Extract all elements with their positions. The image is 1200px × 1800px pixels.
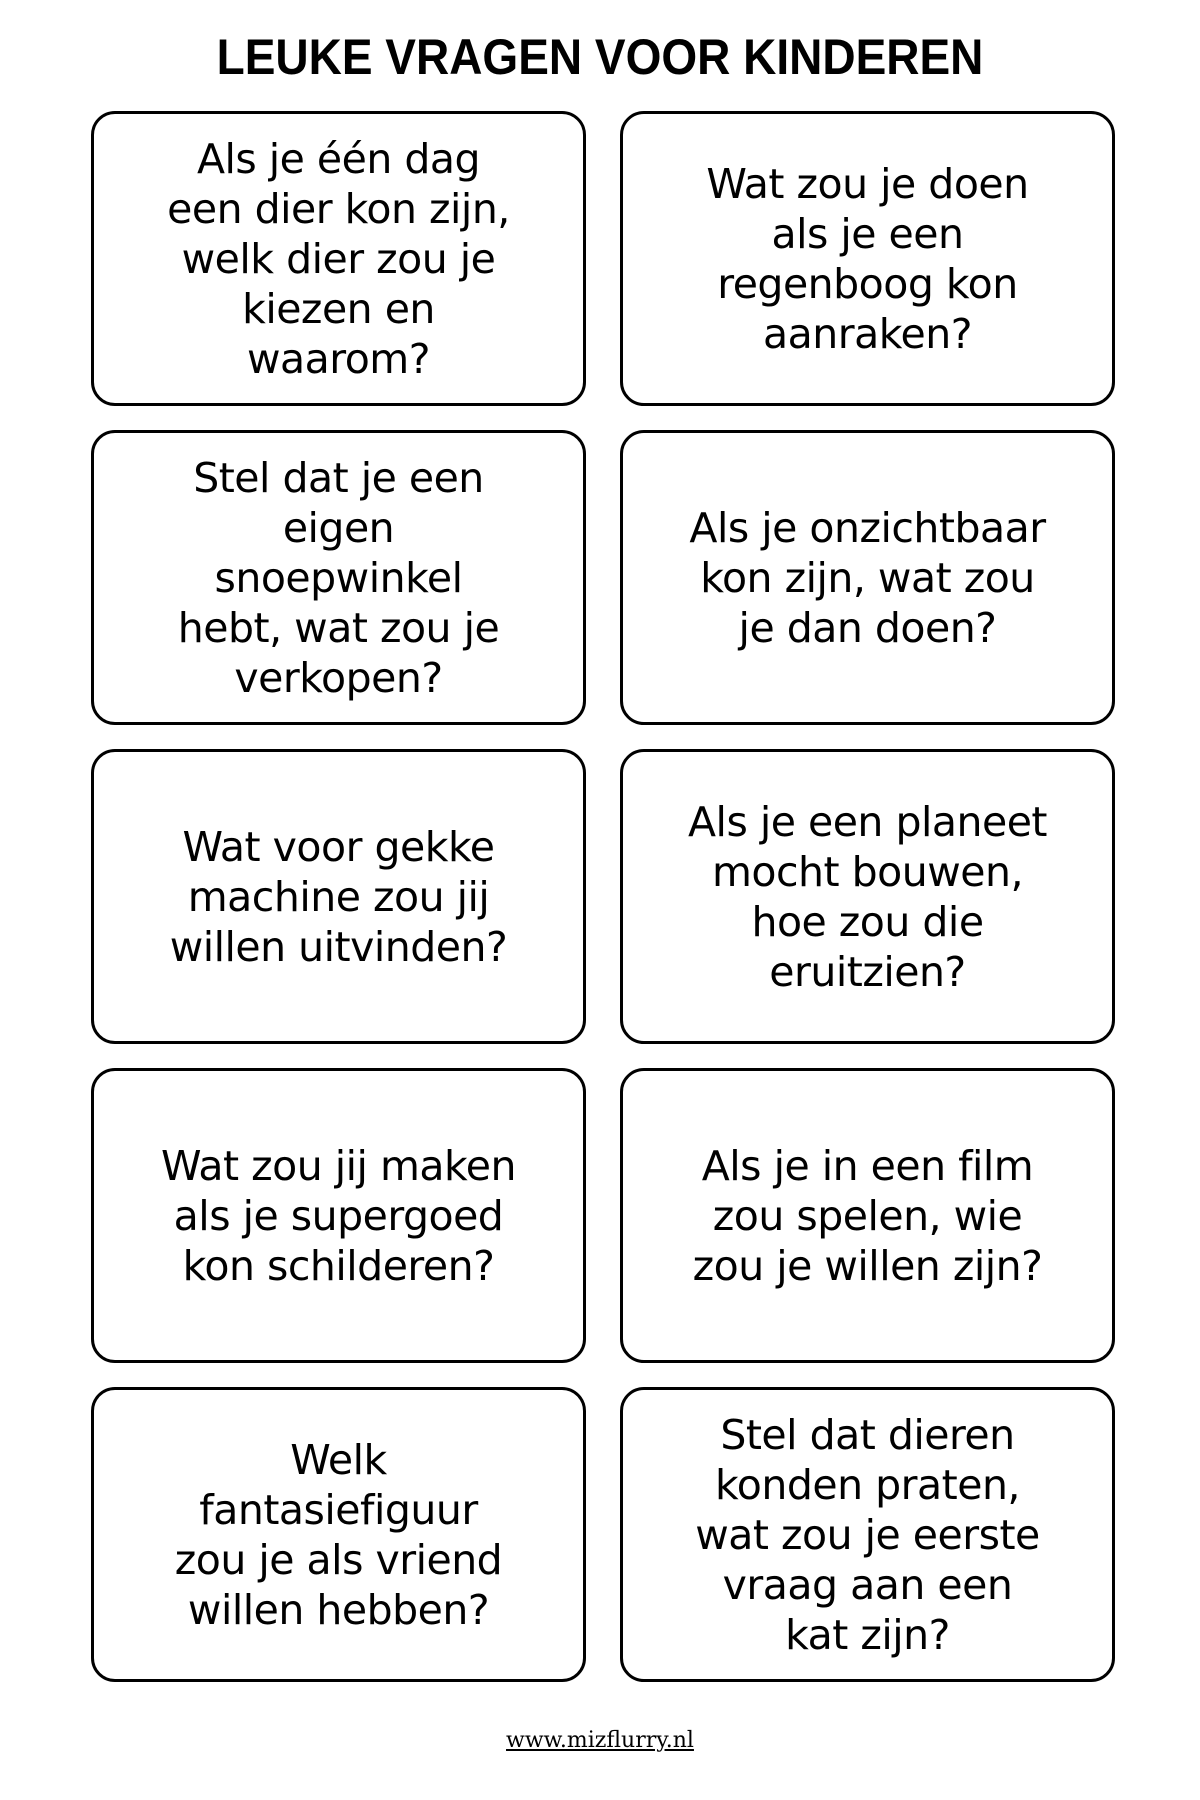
question-line: Als je een planeet (688, 797, 1047, 846)
question-card (91, 430, 586, 725)
question-line: Stel dat je een (193, 453, 484, 502)
question-card (620, 1387, 1115, 1682)
question-line: konden praten, (715, 1460, 1020, 1509)
question-line: eruitzien? (769, 947, 966, 996)
question-card (91, 749, 586, 1044)
question-line: zou je als vriend (174, 1535, 503, 1584)
question-line: Wat zou jij maken (160, 1141, 517, 1190)
question-line: snoepwinkel (214, 553, 463, 602)
question-line: waarom? (246, 334, 431, 383)
question-line: kiezen en (242, 284, 435, 333)
question-line: Wat voor gekke (182, 822, 495, 871)
question-line: wat zou je eerste (695, 1510, 1040, 1559)
question-line: willen uitvinden? (169, 922, 508, 971)
question-card (91, 1068, 586, 1363)
question-line: willen hebben? (187, 1585, 490, 1634)
question-cards-grid (91, 111, 1115, 1682)
question-card (91, 111, 586, 406)
question-card (91, 1387, 586, 1682)
question-line: Als je onzichtbaar (689, 503, 1046, 552)
question-line: aanraken? (763, 309, 972, 358)
question-line: een dier kon zijn, (167, 184, 510, 233)
page-title: LEUKE VRAGEN VOOR KINDEREN (216, 29, 984, 85)
question-line: Welk (290, 1435, 387, 1484)
question-card (620, 749, 1115, 1044)
question-line: mocht bouwen, (711, 847, 1024, 896)
question-card (620, 430, 1115, 725)
question-line: Stel dat dieren (720, 1410, 1015, 1459)
question-line: je dan doen? (738, 603, 997, 652)
question-line: machine zou jij (187, 872, 490, 921)
question-line: zou je willen zijn? (692, 1241, 1043, 1290)
website-link[interactable]: www.mizflurry.nl (506, 1728, 694, 1753)
question-card (620, 111, 1115, 406)
question-line: als je een (771, 209, 964, 258)
question-line: kat zijn? (785, 1610, 950, 1659)
question-line: fantasiefiguur (199, 1485, 478, 1534)
question-line: kon schilderen? (182, 1241, 495, 1290)
question-line: regenboog kon (717, 259, 1018, 308)
question-line: welk dier zou je (181, 234, 496, 283)
question-line: verkopen? (234, 653, 443, 702)
question-line: eigen (282, 503, 395, 552)
question-line: hebt, wat zou je (177, 603, 500, 652)
question-line: hoe zou die (751, 897, 984, 946)
question-line: vraag aan een (722, 1560, 1013, 1609)
question-line: zou spelen, wie (712, 1191, 1023, 1240)
question-line: als je supergoed (173, 1191, 504, 1240)
question-line: Als je één dag (196, 134, 481, 183)
question-line: Als je in een film (701, 1141, 1034, 1190)
question-card (620, 1068, 1115, 1363)
question-line: kon zijn, wat zou (700, 553, 1035, 602)
question-line: Wat zou je doen (706, 159, 1029, 208)
